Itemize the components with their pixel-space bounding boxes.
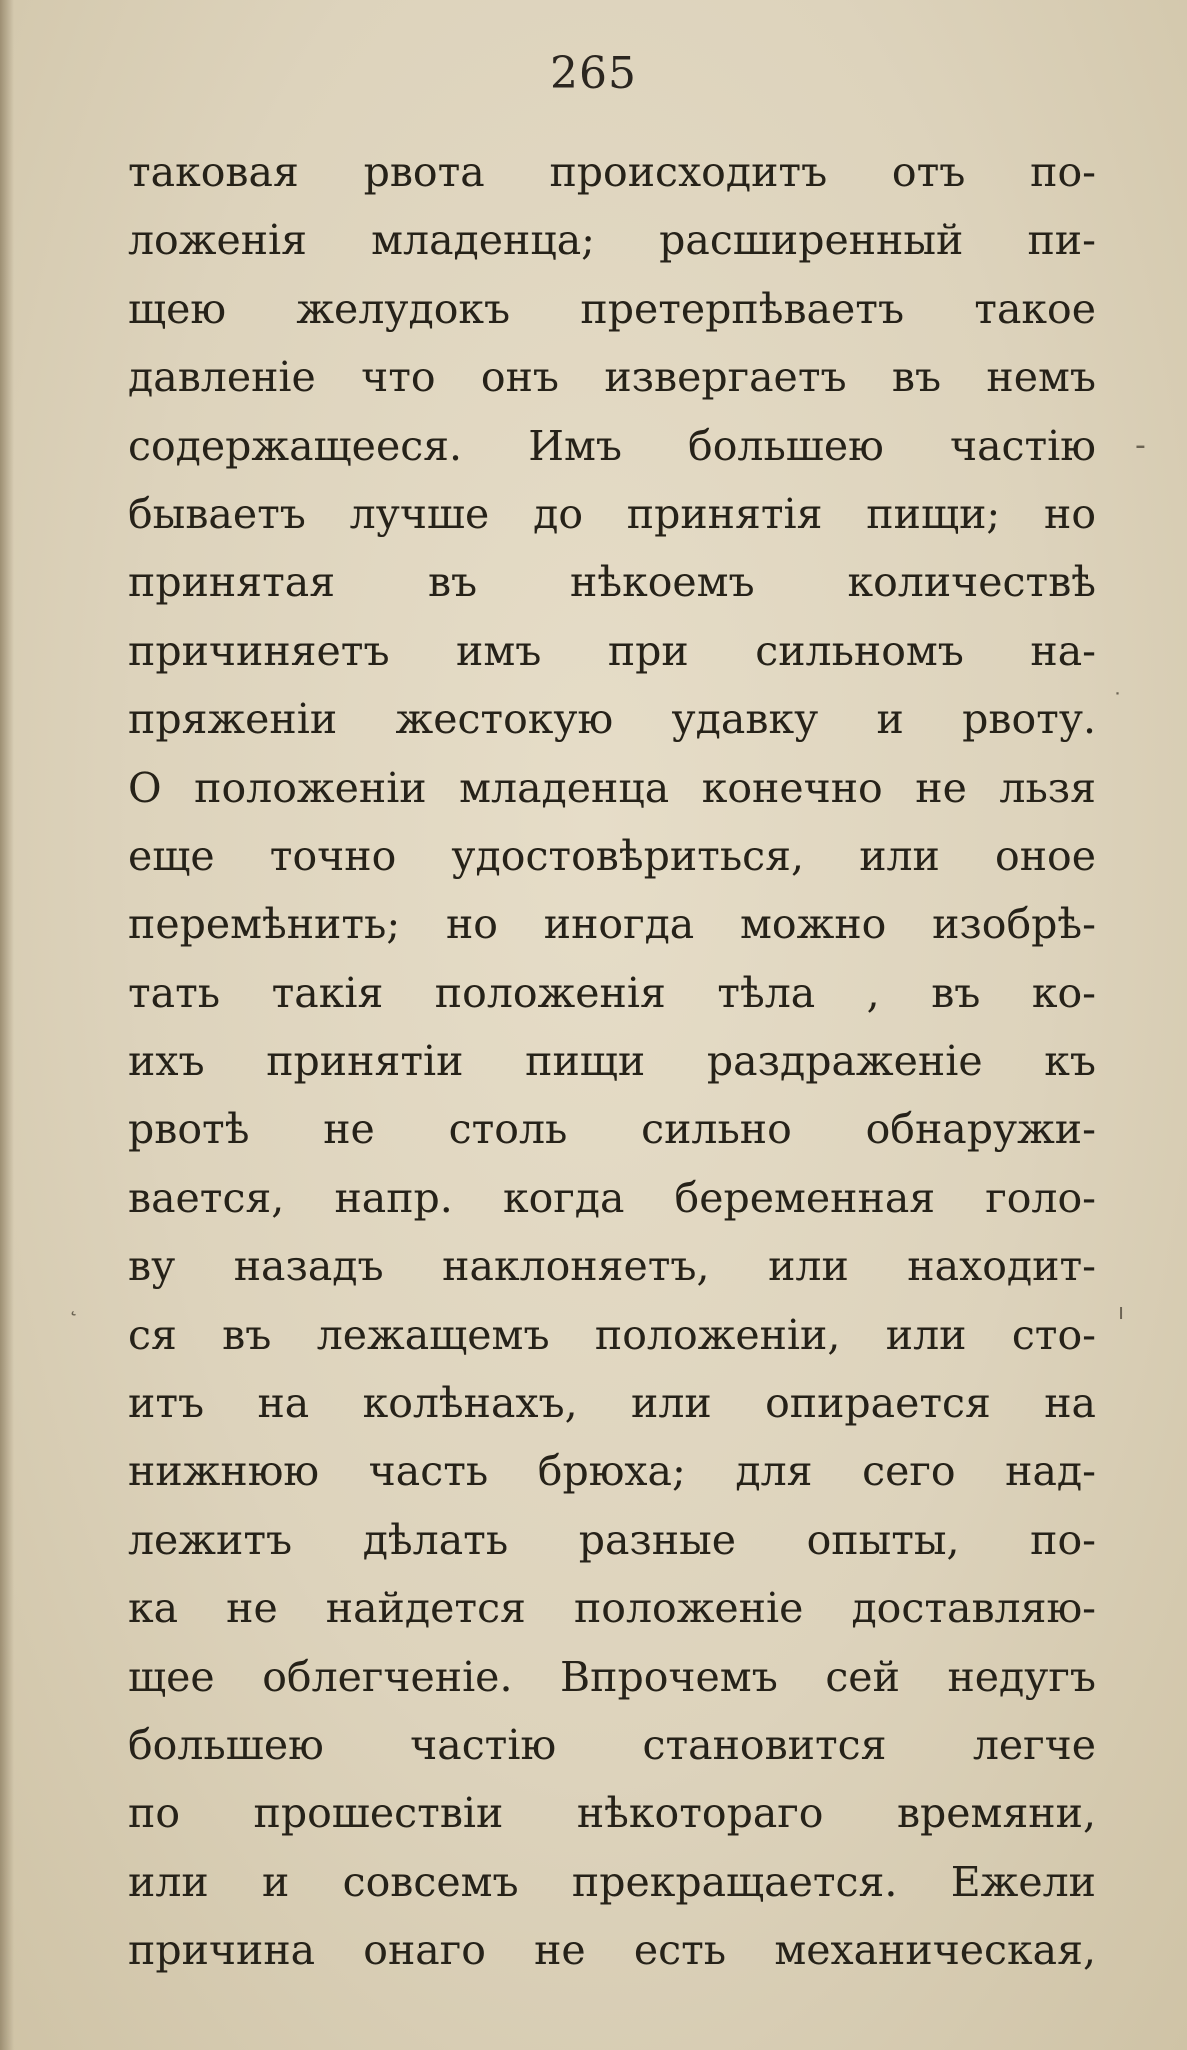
text-line: содержащееся. Имъ большею частію bbox=[128, 421, 1096, 470]
text-line: тать такія положенія тѣла , въ ко- bbox=[128, 968, 1096, 1017]
text-line: причиняетъ имъ при сильномъ на- bbox=[128, 626, 1096, 675]
text-line: щею желудокъ претерпѣваетъ такое bbox=[128, 284, 1096, 333]
text-line: бываетъ лучше до принятія пищи; но bbox=[128, 489, 1096, 538]
margin-speck: ı bbox=[1118, 1300, 1125, 1325]
margin-speck: ˛ bbox=[68, 1292, 79, 1317]
text-line: щее облегченіе. Впрочемъ сей недугъ bbox=[128, 1652, 1096, 1701]
body-text bbox=[128, 138, 1096, 1985]
text-line: ву назадъ наклоняетъ, или находит- bbox=[128, 1242, 1096, 1291]
margin-speck: ˙ bbox=[1112, 690, 1123, 715]
text-line: лежитъ дѣлать разные опыты, по- bbox=[128, 1515, 1096, 1564]
text-line: пряженіи жестокую удавку и рвоту. bbox=[128, 695, 1096, 744]
margin-speck: - bbox=[1135, 428, 1146, 463]
text-line: ка не найдется положеніе доставляю- bbox=[128, 1584, 1096, 1633]
text-line: ихъ принятіи пищи раздраженіе къ bbox=[128, 1037, 1096, 1086]
text-line: таковая рвота происходитъ отъ по- bbox=[128, 148, 1096, 196]
text-line: по прошествіи нѣкотораго времяни, bbox=[128, 1789, 1096, 1838]
text-line: ложенія младенца; расширенный пи- bbox=[128, 216, 1096, 265]
text-line: или и совсемъ прекращается. Ежели bbox=[128, 1857, 1096, 1906]
text-line: давленіе что онъ извергаетъ въ немъ bbox=[128, 353, 1096, 402]
text-line: вается, напр. когда беременная голо- bbox=[128, 1173, 1096, 1222]
page-left-edge-shadow bbox=[0, 0, 14, 2050]
text-line: причина онаго не есть механическая, bbox=[128, 1926, 1096, 1975]
text-line: итъ на колѣнахъ, или опирается на bbox=[128, 1379, 1096, 1428]
text-line: О положеніи младенца конечно не льзя bbox=[128, 763, 1096, 812]
page-number: 265 bbox=[550, 48, 637, 99]
text-line: ся въ лежащемъ положеніи, или сто- bbox=[128, 1310, 1096, 1359]
text-line: рвотѣ не столь сильно обнаружи- bbox=[128, 1105, 1096, 1154]
text-line: нижнюю часть брюха; для сего над- bbox=[128, 1447, 1096, 1496]
text-line: перемѣнить; но иногда можно изобрѣ- bbox=[128, 900, 1096, 949]
text-line: большею частію становится легче bbox=[128, 1720, 1096, 1769]
text-line: принятая въ нѣкоемъ количествѣ bbox=[128, 558, 1096, 607]
text-line: еще точно удостовѣриться, или оное bbox=[128, 831, 1096, 880]
